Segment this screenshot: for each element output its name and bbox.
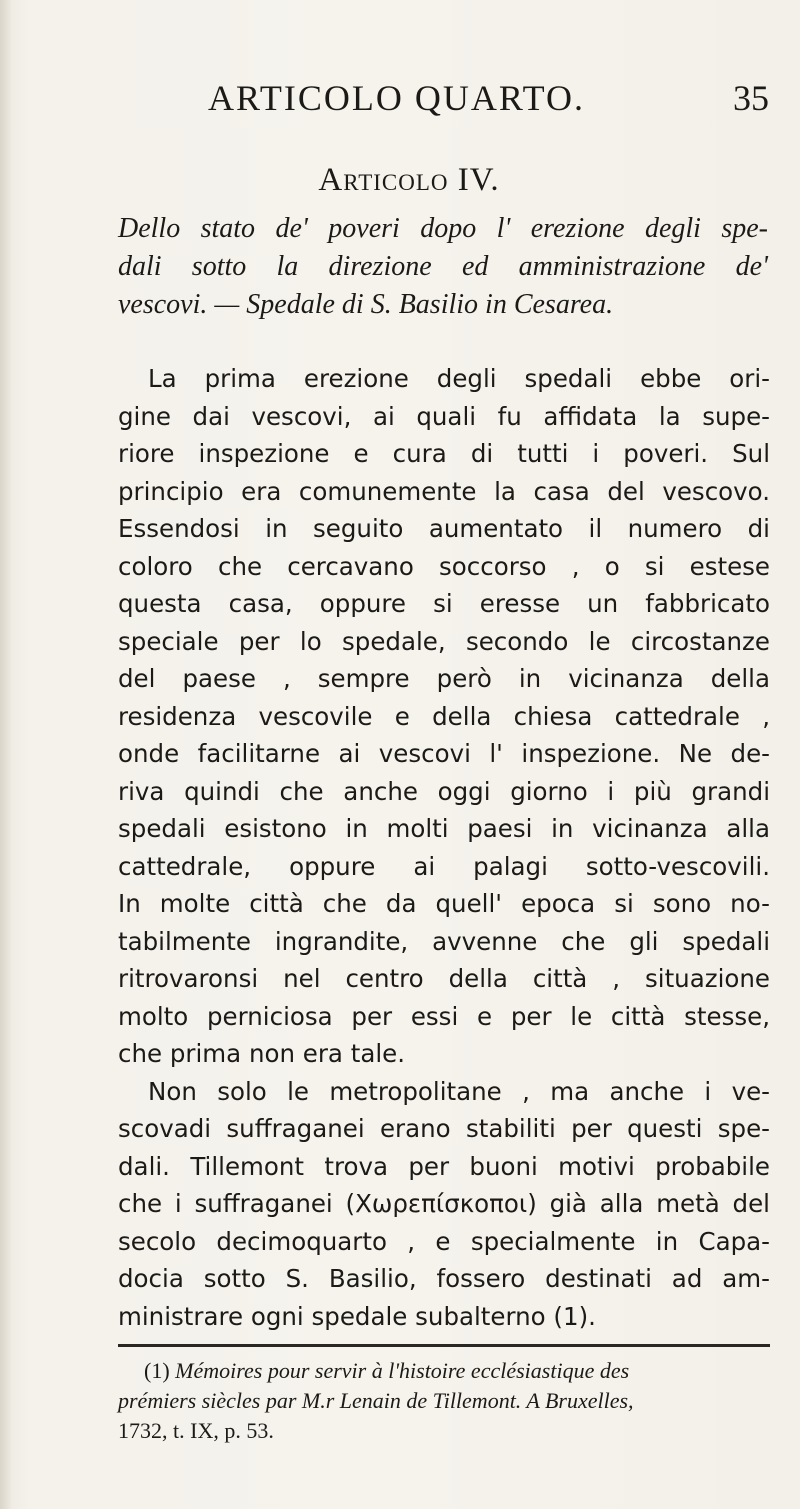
- body-line: che prima non era tale.: [118, 1039, 406, 1068]
- body-line: speciale per lo spedale, secondo le circostanze: [118, 626, 770, 656]
- body-line: secolo decimoquarto , e specialmente in Capa-: [118, 1226, 770, 1256]
- body-line: spedali esistono in molti paesi in vicinanza alla: [118, 814, 770, 843]
- body-line: tabilmente ingrandite, avvenne che gli spedali: [118, 926, 770, 956]
- body-line: scovadi suffraganei erano stabiliti per questi spe-: [118, 1114, 770, 1143]
- body-line: onde facilitarne ai vescovi l' inspezione. Ne de-: [118, 739, 770, 768]
- footnote-citation-line-2: prémiers siècles par M.r Lenain de Tillemont. A Bruxelles,: [118, 1388, 634, 1413]
- article-subtitle: [118, 210, 768, 324]
- body-line: coloro che cercavano soccorso , o si estese: [118, 551, 770, 581]
- page-gutter-shadow: [0, 0, 12, 1509]
- article-heading-word: rticolo: [343, 162, 449, 198]
- body-line: riva quindi che anche oggi giorno i più grandi: [118, 776, 770, 806]
- body-text: [118, 360, 770, 1335]
- footnote-divider: [118, 1344, 770, 1347]
- body-line: Essendosi in seguito aumentato il numero di: [118, 514, 770, 543]
- body-line: del paese , sempre però in vicinanza della: [118, 664, 770, 693]
- subtitle-line: vescovi. — Spedale di S. Basilio in Cesarea.: [118, 289, 614, 320]
- subtitle-line: Dello stato de' poveri dopo l' erezione degli spe-: [118, 213, 768, 244]
- article-heading: [0, 160, 800, 200]
- article-heading-numeral: IV.: [457, 162, 500, 198]
- body-line: docia sotto S. Basilio, fossero destinati ad am-: [118, 1264, 770, 1293]
- subtitle-line: dali sotto la direzione ed amministrazione de': [118, 251, 768, 282]
- page-number: 35: [733, 78, 769, 118]
- body-line: dali. Tillemont trova per buoni motivi probabile: [118, 1151, 770, 1181]
- running-title: ARTICOLO QUARTO.: [208, 78, 586, 118]
- body-line: riore inspezione e cura di tutti i poveri. Sul: [118, 439, 770, 468]
- footnote-citation-line-1: Mémoires pour servir à l'histoire ecclésiastique des: [175, 1358, 630, 1383]
- body-line: questa casa, oppure si eresse un fabbricato: [118, 589, 770, 618]
- footnote: [118, 1356, 770, 1446]
- body-line: In molte città che da quell' epoca si sono no-: [118, 889, 770, 918]
- body-line: La prima erezione degli spedali ebbe ori-: [148, 364, 770, 393]
- body-line: che i suffraganei (Χωρεπίσκοποι) già alla metà del: [118, 1189, 770, 1218]
- footnote-marker: (1): [144, 1358, 170, 1383]
- footnote-citation-line-3: 1732, t. IX, p. 53.: [118, 1418, 274, 1443]
- body-line: gine dai vescovi, ai quali fu affidata la supe-: [118, 401, 770, 431]
- article-heading-initial: A: [318, 162, 344, 198]
- body-line: ministrare ogni spedale subalterno (1).: [118, 1301, 596, 1331]
- body-line: molto perniciosa per essi e per le città stesse,: [118, 1001, 770, 1031]
- body-line: residenza vescovile e della chiesa cattedrale ,: [118, 701, 770, 731]
- body-line: cattedrale, oppure ai palagi sotto-vescovili.: [118, 851, 770, 881]
- body-line: principio era comunemente la casa del vescovo.: [118, 476, 770, 506]
- body-line: Non solo le metropolitane , ma anche i ve-: [148, 1076, 770, 1106]
- running-head: [0, 76, 800, 120]
- body-line: ritrovaronsi nel centro della città , situazione: [118, 964, 770, 993]
